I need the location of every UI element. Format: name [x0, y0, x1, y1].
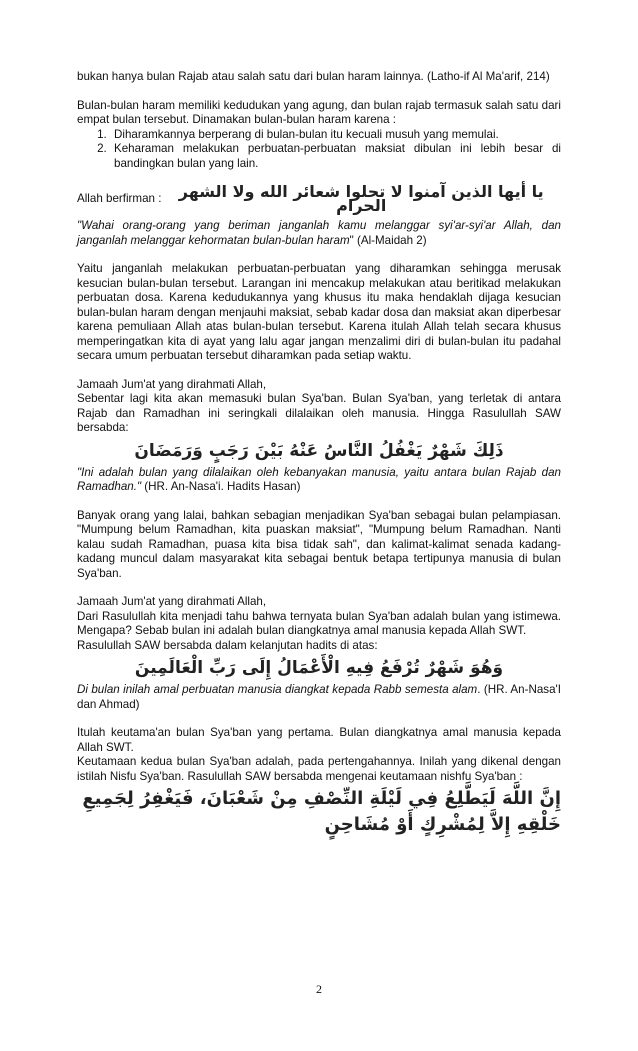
greeting-1: Jamaah Jum'at yang dirahmati Allah, [77, 377, 267, 391]
list-item: 2. Keharaman melakukan perbuatan-perbuatan maksiat dibulan ini lebih besar di bandingkan bulan yang lain. [110, 142, 561, 171]
reasons-list [77, 128, 561, 172]
allah-says-label: Allah berfirman : [77, 191, 162, 205]
allah-says-line [77, 181, 561, 215]
quote-deeds-source: . (HR. An-Nasa'I dan Ahmad) [77, 683, 561, 711]
paragraph-explanation: Yaitu janganlah melakukan perbuatan-perbuatan yang diharamkan sehingga merusak kesucian bulan-bulan tersebut. Larangan ini mencakup melakukan atau beritikad melakukan perbuatan dosa. Karena kedudukannya yang khusus itu maka hendaklah dijaga kesucian bulan-bulan haram dengan menjauhi maksiat, sebab kadar dosa dan maksiat akan diperbesar karena pemuliaan Allah atas bulan-bulan tersebut. Karena itulah Allah telah secara khusus memperingatkan kita di ayat yang lalu agar jangan menzalimi diri di bulan-bulan itu padahal secara umum perbuatan tersebut diharamkan pada setiap waktu. [77, 262, 561, 362]
paragraph-first-virtue: Itulah keutama'an bulan Sya'ban yang pertama. Bulan diangkatnya amal manusia kepada Allah SWT. [77, 726, 561, 754]
paragraph-heedless: Banyak orang yang lalai, bahkan sebagian menjadikan Sya'ban sebagai bulan pelampiasan. "Mumpung belum Ramadhan, kita puaskan maksiat", "Mumpung belum Ramadhan. Nanti kalau sudah Ramadhan, puasa kita bisa tidak sah", dan kalimat-kalimat senada kadang-kadang muncul dalam masyarakat kita sebagai bentuk betapa tertipunya manusia di bulan Sya'ban. [77, 508, 561, 580]
greeting-2: Jamaah Jum'at yang dirahmati Allah, [77, 595, 267, 608]
paragraph-continuation: Rasulullah SAW bersabda dalam kelanjutan hadits di atas: [77, 638, 378, 652]
quote-neglected-text: "Ini adalah bulan yang dilalaikan oleh kebanyakan manusia, yaitu antara bulan Rajab dan Ramadhan." [77, 465, 561, 493]
paragraph-intro: bukan hanya bulan Rajab atau salah satu dari bulan haram lainnya. (Latho-if Al Ma'arif, 214) [77, 70, 550, 83]
quote-deeds [77, 683, 561, 712]
quote-neglected [77, 466, 561, 495]
quote-maidah [77, 219, 561, 248]
document-body [77, 70, 561, 838]
paragraph-second-virtue: Keutamaan kedua bulan Sya'ban adalah, pada pertengahannya. Inilah yang dikenal dengan istilah Nisfu Sya'ban. Rasulullah SAW bersabda mengenai keutamaan nishfu Sya'ban : [77, 755, 561, 783]
page-number: 2 [316, 982, 322, 996]
quote-maidah-source: " (Al-Maidah 2) [349, 233, 427, 247]
arabic-hadith-neglected: ذَلِكَ شَهْرٌ يَغْفُلُ النَّاسُ عَنْهُ بَيْنَ رَجَبٍ وَرَمَضَانَ [134, 440, 504, 461]
paragraph-special-month: Dari Rasulullah kita menjadi tahu bahwa ternyata bulan Sya'ban adalah bulan yang istimewa. Mengapa? Sebab bulan ini adalah bulan diangkatnya amal manusia kepada Allah SWT. [77, 609, 561, 637]
quote-deeds-text: Di bulan inilah amal perbuatan manusia diangkat kepada Rabb semesta alam [77, 683, 478, 696]
arabic-hadith-deeds: وَهُوَ شَهْرٌ تُرْفَعُ فِيهِ الْأَعْمَالُ إِلَى رَبِّ الْعَالَمِينَ [134, 658, 504, 678]
quote-neglected-source: (HR. An-Nasa'i. Hadits Hasan) [141, 480, 301, 493]
list-item: 1. Diharamkannya berperang di bulan-bulan itu kecuali musuh yang memulai. [110, 128, 561, 143]
quote-maidah-text: "Wahai orang-orang yang beriman janganlah kamu melanggar syi'ar-syi'ar Allah, dan janganlah melanggar kehormatan bulan-bulan haram [77, 219, 561, 247]
paragraph-shaban: Sebentar lagi kita akan memasuki bulan Sya'ban. Bulan Sya'ban, yang terletak di antara Rajab dan Ramadhan ini seringkali dilalaikan oleh manusia. Hingga Rasulullah SAW bersabda: [77, 392, 561, 434]
arabic-verse-maidah: يا أيها الذين آمنوا لا تحلوا شعائر الله ولا الشهر الحرام [178, 181, 544, 215]
arabic-hadith-nisfu: إِنَّ اللَّهَ لَيَطَّلِعُ فِي لَيْلَةِ النِّصْفِ مِنْ شَعْبَانَ، فَيَغْفِرُ لِجَمِيعِ خَلْقِهِ إِلاَّ لِمُشْرِكٍ أَوْ مُشَاحِنٍ [82, 788, 561, 835]
paragraph-haram-months: Bulan-bulan haram memiliki kedudukan yang agung, dan bulan rajab termasuk salah satu dari empat bulan tersebut. Dinamakan bulan-bulan haram karena : [77, 98, 561, 126]
